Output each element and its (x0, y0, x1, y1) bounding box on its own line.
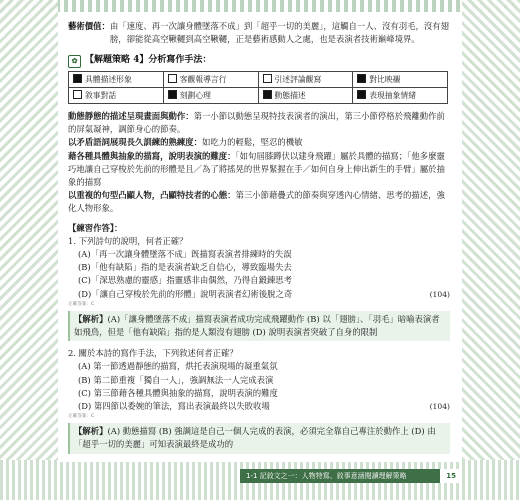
checkbox-empty-icon (263, 74, 272, 83)
answer-hint: 正確答案：C (68, 301, 95, 307)
art-value-paragraph (68, 20, 450, 46)
analysis-paragraph (68, 189, 450, 215)
question-1 (68, 235, 450, 341)
exam-year-code: (104) (429, 289, 450, 299)
practice-heading: 【練習作答】： (68, 222, 123, 233)
checklist-label: 具體描述形象 (85, 74, 132, 84)
analysis-text: 第一小節以動態呈現特技表演者的演出，第三小節停格於飛離動作前的屏氣凝神，調節身心的節奏。 (68, 111, 445, 135)
leaf-icon: ✿ (68, 55, 81, 68)
question-2 (68, 347, 450, 453)
checklist-item (353, 71, 448, 87)
page-content (58, 12, 462, 462)
checklist-item (353, 87, 448, 103)
decorative-border-left (0, 0, 58, 500)
art-value-label: 藝術價值： (68, 21, 110, 31)
checklist-row (69, 71, 448, 87)
analysis-highlight: 動態靜態的描述呈現畫面與動作： (68, 111, 194, 122)
strategy-title: 【解題策略 4】分析寫作手法： (85, 55, 212, 66)
footer-bar (240, 469, 462, 483)
explanation-text: (A)「讓身體墜落不成」描寫表演者成功完成飛躍動作 (B) 以「翅膀」、「羽毛」暗喻表演者如飛鳥，但是「他有缺陷」指的是人類沒有翅膀 (D) 說明表演者突破了自身的限制 (74, 313, 440, 338)
checklist-label: 敘事對話 (85, 90, 117, 100)
checklist-item (163, 87, 258, 103)
analysis-highlight: 以矛盾語詞展現長久訓練的熟練度： (68, 137, 202, 148)
checklist-row (69, 87, 448, 103)
question-stem: 1. 下列詩句的說明，何者正確？ (68, 235, 188, 246)
explanation-box (68, 311, 450, 341)
checkbox-empty-icon (168, 74, 177, 83)
page-number: 15 (440, 469, 462, 483)
question-stem: 2. 關於本詩的寫作手法，下列敘述何者正確？ (68, 348, 238, 359)
explanation-label: 【解析】 (74, 426, 108, 437)
option-d[interactable]: (D) 第四節以委婉的筆法，寫出表演最終以失敗收場 (104) (68, 400, 450, 413)
option-c[interactable]: (C) 第三節藉各種具體與抽象的描寫，說明表演的難度 (78, 387, 278, 398)
art-value-text: 由「速度、再一次讓身體墜落不成」到「超乎一切的美麗」，這觸自一人、沒有羽毛，沒有翅膀，卻能從高空鞦韆到高空鞦韆，正是藝術感動人之處，也是表演者技術巔峰境界。 (109, 21, 450, 45)
explanation-label: 【解析】 (74, 313, 108, 324)
checklist-item (258, 87, 353, 103)
footer-chapter-label: 1-1 記敘文之一：人物特寫、敘事意涵閱讀理解策略 (246, 472, 407, 480)
checklist-label: 動態描述 (274, 90, 306, 100)
option-b[interactable]: (B)「他有缺陷」指的是表演者缺乏自信心，導致臨場失去 (78, 262, 292, 273)
analysis-text: 「如旬屆膝蹲伏以建身飛躍」屬於具體的描寫；「他多麼靈巧地讓自己穿梭於先前的形體是且／為了將搖晃的世界緊握在手／如何自身上伸出新生的手臂」屬於抽象的描寫 (68, 150, 445, 188)
checkbox-empty-icon (73, 90, 82, 99)
checkbox-checked-icon (263, 90, 272, 99)
checkbox-checked-icon (357, 90, 366, 99)
checklist-item (69, 87, 164, 103)
answer-hint: 正確答案：C (68, 414, 95, 420)
checklist-label: 客觀報導言行 (179, 74, 227, 84)
analysis-highlight: 藉各種具體與抽象的描寫，說明表演的難度： (68, 150, 236, 161)
analysis-highlight: 以重複的句型凸顯人物，凸顯特技者的心態： (68, 190, 236, 201)
option-d[interactable]: (D)「讓自己穿梭於先前的形體」說明表演者幻術後脫之奇 (104) (68, 288, 450, 301)
checklist-label: 表現抽象情緒 (369, 90, 417, 100)
explanation-box (68, 423, 450, 453)
analysis-text: 如吃力的輕鬆，堅忍的機敏 (202, 137, 303, 148)
analysis-paragraph (68, 136, 450, 149)
explanation-text: (A) 動態描寫 (B) 強調這是自己一個人完成的表演，必須完全靠自己專注於動作上 (D) 由「超乎一切的美麗」可知表演最終是成功的 (74, 426, 436, 450)
checkbox-checked-icon (73, 74, 82, 83)
checkbox-checked-icon (168, 90, 177, 99)
analysis-paragraph (68, 110, 450, 136)
exam-year-code: (104) (429, 402, 450, 412)
decorative-border-top (0, 0, 520, 12)
decorative-border-right (462, 0, 520, 500)
option-a[interactable]: (A)「再一次讓身體墜落不成」旣描寫表演者排練時的失誤 (78, 249, 292, 260)
checklist-item (258, 71, 353, 87)
analysis-paragraph (68, 150, 450, 190)
option-a[interactable]: (A) 第一節透過靜態的描寫，烘托表演現場的凝重氣氛 (78, 361, 278, 372)
checklist-label: 對比映襯 (369, 74, 401, 84)
analysis-text: 第三小節藉疊式的節奏與穿透內心情緒、思考的描述，強化人物形象。 (68, 190, 445, 214)
checklist-label: 刻劃心理 (179, 90, 211, 100)
option-c[interactable]: (C)「深思熟慮的靈感」指靈感非由偶然，乃得自鍛鍊思考 (78, 275, 292, 286)
technique-checklist (68, 71, 448, 104)
option-b[interactable]: (B) 第二節重複「獨自一人」，強調無法一人完成表演 (78, 374, 274, 385)
checkbox-checked-icon (357, 74, 366, 83)
checklist-label: 引述評論觀寫 (274, 74, 322, 84)
checklist-item (69, 71, 164, 87)
strategy-heading (68, 54, 450, 67)
checklist-item (163, 71, 258, 87)
